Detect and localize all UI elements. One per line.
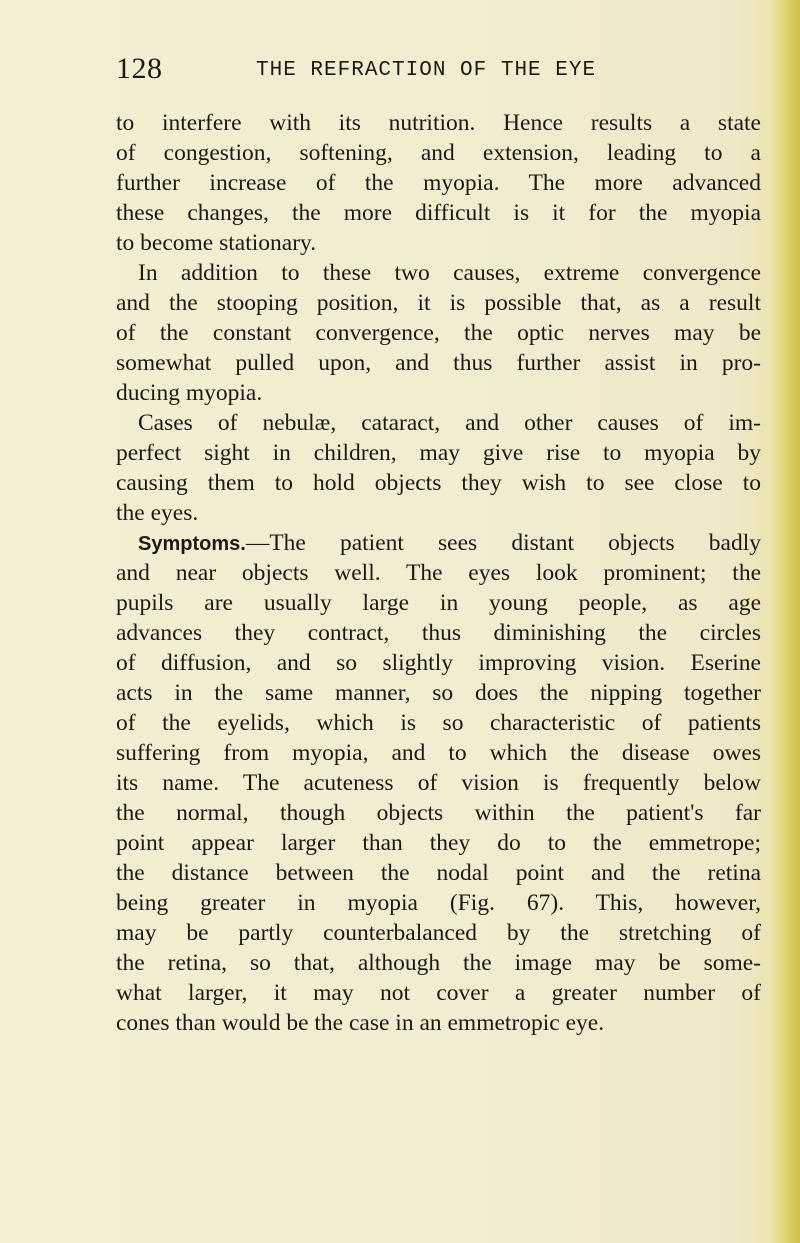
text-line: the retina, so that, although the image may be some- <box>116 950 761 976</box>
text-line: further increase of the myopia. The more advanced <box>116 170 761 196</box>
text-line: In addition to these two causes, extreme convergence <box>138 260 761 286</box>
text-line <box>116 528 761 558</box>
text-line: somewhat pulled upon, and thus further assist in pro- <box>116 350 761 376</box>
text-line: of congestion, softening, and extension, leading to a <box>116 140 761 166</box>
text-line: the eyes. <box>116 500 199 526</box>
text-line: of the eyelids, which is so characteristic of patients <box>116 710 761 736</box>
text-run: —The patient sees distant objects badly <box>245 530 761 556</box>
text-line: perfect sight in children, may give rise to myopia by <box>116 440 761 466</box>
text-line: may be partly counterbalanced by the stretching of <box>116 920 761 946</box>
text-line: and near objects well. The eyes look prominent; the <box>116 560 761 586</box>
text-line: of diffusion, and so slightly improving vision. Eserine <box>116 650 761 676</box>
text-line: cones than would be the case in an emmetropic eye. <box>116 1010 605 1036</box>
text-line: and the stooping position, it is possible that, as a result <box>116 290 761 316</box>
text-line: advances they contract, thus diminishing the circles <box>116 620 761 646</box>
text-line: being greater in myopia (Fig. 67). This, however, <box>116 890 761 916</box>
page-number: 128 <box>116 52 163 85</box>
text-line: these changes, the more difficult is it for the myopia <box>116 200 761 226</box>
section-heading-symptoms: Symptoms. <box>138 533 246 555</box>
text-line: Cases of nebulæ, cataract, and other causes of im- <box>138 410 761 436</box>
running-title: THE REFRACTION OF THE EYE <box>256 59 597 82</box>
text-line: the normal, though objects within the patient's far <box>116 800 761 826</box>
text-line: to interfere with its nutrition. Hence results a state <box>116 110 761 136</box>
page-header <box>116 52 756 86</box>
body-text <box>116 108 761 1038</box>
text-line: causing them to hold objects they wish to see close to <box>116 470 761 496</box>
text-line: ducing myopia. <box>116 380 263 406</box>
text-line: what larger, it may not cover a greater number of <box>116 980 761 1006</box>
text-line: pupils are usually large in young people, as age <box>116 590 761 616</box>
text-line: acts in the same manner, so does the nipping together <box>116 680 761 706</box>
page-edge-shadow <box>770 0 800 1243</box>
text-line: the distance between the nodal point and the retina <box>116 860 761 886</box>
text-line: its name. The acuteness of vision is frequently below <box>116 770 761 796</box>
text-line: suffering from myopia, and to which the disease owes <box>116 740 761 766</box>
text-line: point appear larger than they do to the emmetrope; <box>116 830 761 856</box>
text-line: of the constant convergence, the optic nerves may be <box>116 320 761 346</box>
text-line: to become stationary. <box>116 230 317 256</box>
